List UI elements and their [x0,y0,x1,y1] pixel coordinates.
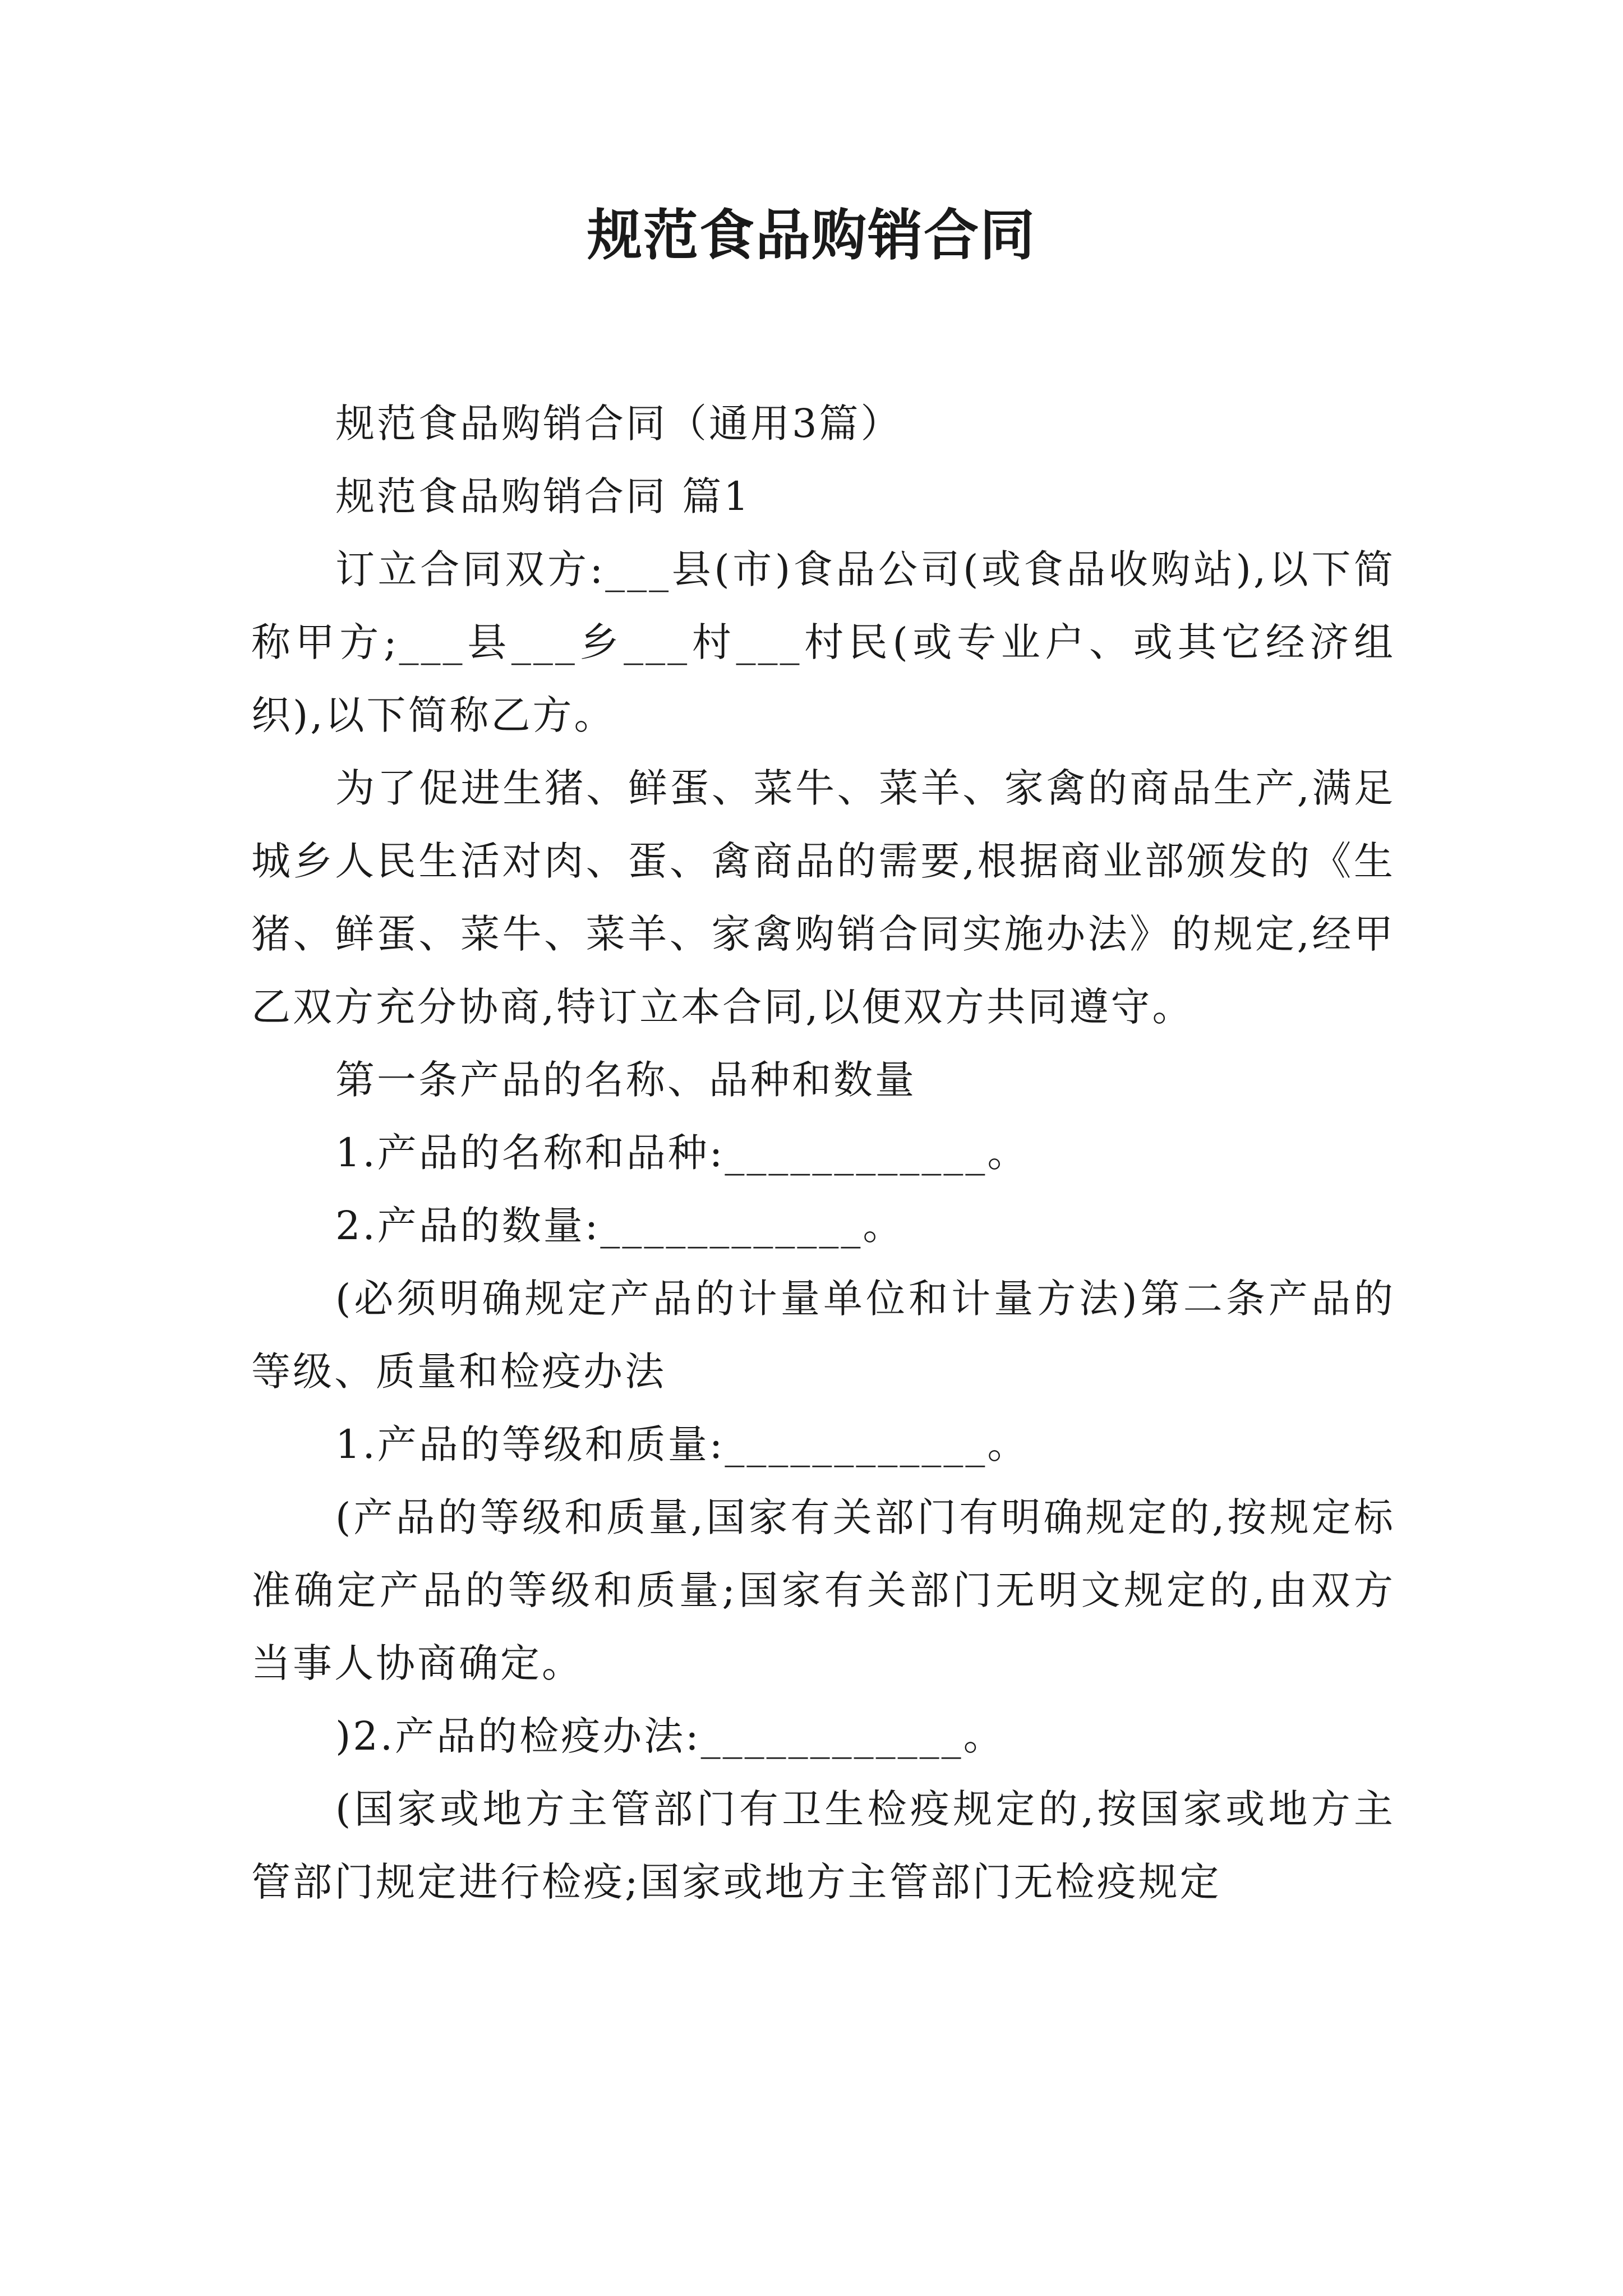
paragraph-product-grade: 1.产品的等级和质量:____________。 [335,1421,1029,1467]
paragraph-purpose: 为了促进生猪、鲜蛋、菜牛、菜羊、家禽的商品生产,满足城乡人民生活对肉、蛋、禽商品的需要,根据商业部颁发的《生猪、鲜蛋、菜牛、菜羊、家禽购销合同实施办法》的规定,经甲乙双方充分协商,特订立本合同,以便双方共同遵守。 [251,765,1395,1030]
paragraph-product-name: 1.产品的名称和品种:____________。 [335,1130,1029,1176]
paragraph-article-2-heading: (必须明确规定产品的计量单位和计量方法)第二条产品的等级、质量和检疫办法 [251,1276,1395,1395]
document-title: 规范食品购销合同 [587,203,1036,268]
paragraph-grade-note: (产品的等级和质量,国家有关部门有明确规定的,按规定标准确定产品的等级和质量;国家有关部门无明文规定的,由双方当事人协商确定。 [251,1494,1395,1686]
paragraph-quarantine-method: )2.产品的检疫办法:____________。 [335,1713,1005,1759]
paragraph-quarantine-note: (国家或地方主管部门有卫生检疫规定的,按国家或地方主管部门规定进行检疫;国家或地方主管部门无检疫规定 [251,1786,1395,1905]
paragraph-section-heading: 规范食品购销合同 篇1 [335,473,751,519]
paragraph-product-quantity: 2.产品的数量:____________。 [335,1203,905,1249]
paragraph-subtitle: 规范食品购销合同（通用3篇） [335,401,902,447]
document-body [251,387,1395,1918]
paragraph-article-1-heading: 第一条产品的名称、品种和数量 [335,1057,916,1103]
paragraph-parties: 订立合同双方:___县(市)食品公司(或食品收购站),以下简称甲方;___县___乡___村___村民(或专业户、或其它经济组织),以下简称乙方。 [251,546,1395,738]
